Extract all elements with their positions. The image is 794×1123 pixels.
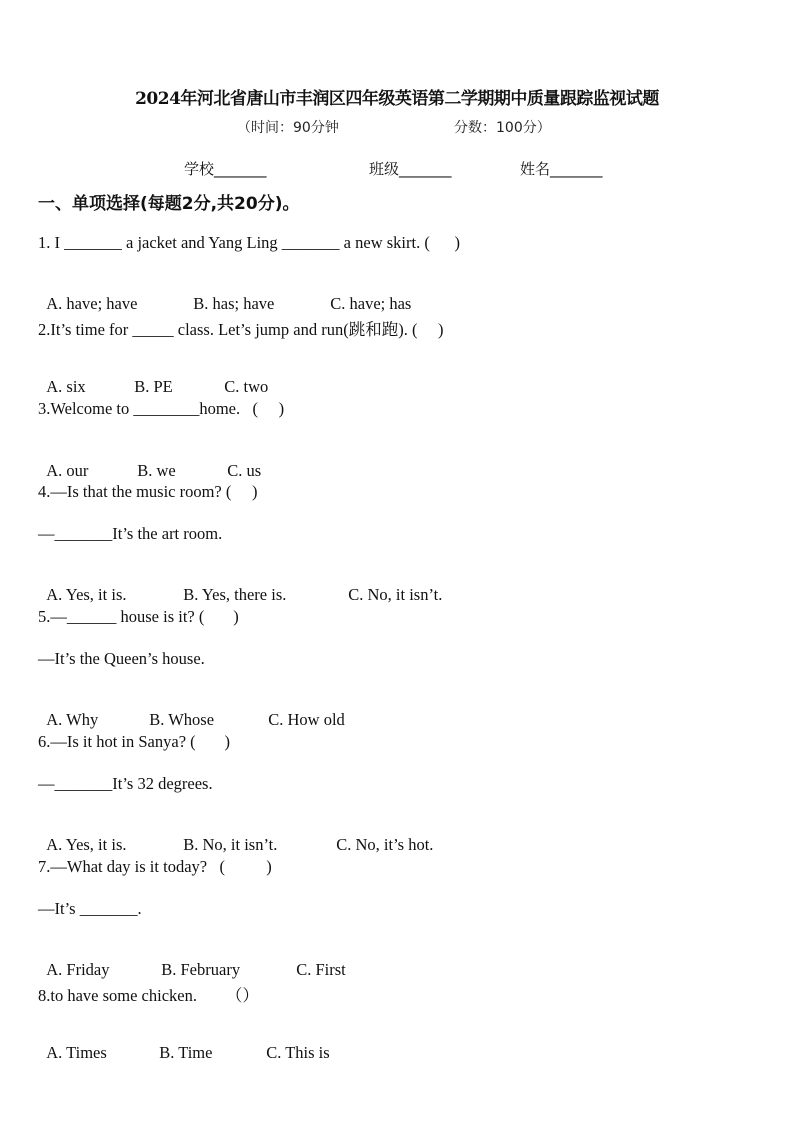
question-stem: 1. I _______ a jacket and Yang Ling _______ a new skirt. ( ) [38, 233, 461, 252]
question-options [38, 815, 433, 855]
option-c: C. us [227, 461, 262, 480]
question-stem: 2.It’s time for _____ class. Let’s jump and run(跳和跑). ( ) [38, 320, 444, 339]
question-options [38, 1023, 330, 1063]
option-b: B. has; have [193, 294, 275, 313]
option-b: B. Yes, there is. [183, 585, 287, 604]
question-options [38, 565, 442, 605]
question-options [38, 357, 268, 397]
option-c: C. No, it’s hot. [336, 835, 434, 854]
option-c: C. How old [268, 710, 345, 729]
question-stem: 5.—______ house is it? ( ) [38, 607, 239, 626]
option-a: A. Friday [46, 960, 110, 979]
question-options [38, 690, 345, 730]
option-a: A. have; have [46, 294, 138, 313]
question-stem: 6.—Is it hot in Sanya? ( ) [38, 732, 231, 751]
option-a: A. six [46, 377, 86, 396]
exam-meta [237, 117, 551, 137]
option-c: C. have; has [330, 294, 412, 313]
option-c: C. two [224, 377, 269, 396]
option-c: C. No, it isn’t. [348, 585, 443, 604]
option-b: B. Whose [149, 710, 215, 729]
option-c: C. This is [266, 1043, 330, 1062]
question-options [38, 940, 346, 980]
page-title: 2024年河北省唐山市丰润区四年级英语第二学期期中质量跟踪监视试题 [135, 89, 659, 109]
question-reply: —It’s the Queen’s house. [38, 649, 205, 668]
question-options [38, 274, 411, 314]
question-stem: 3.Welcome to ________home. ( ) [38, 399, 285, 418]
exam-score: 分数：100分） [454, 120, 551, 136]
option-b: B. No, it isn’t. [183, 835, 278, 854]
question-reply: —_______It’s the art room. [38, 524, 223, 543]
exam-time: （时间：90分钟 [237, 120, 339, 136]
option-a: A. our [46, 461, 89, 480]
section-heading: 一、单项选择(每题2分,共20分)。 [38, 194, 300, 214]
question-options [38, 441, 261, 481]
question-reply: —_______It’s 32 degrees. [38, 774, 213, 793]
option-b: B. Time [159, 1043, 213, 1062]
school-field: 学校_______ [184, 160, 267, 178]
question-stem: 4.—Is that the music room? ( ) [38, 482, 258, 501]
option-a: A. Why [46, 710, 99, 729]
option-b: B. February [161, 960, 241, 979]
option-a: A. Times [46, 1043, 107, 1062]
name-field: 姓名_______ [520, 160, 603, 178]
question-stem: 8.to have some chicken. （） [38, 986, 259, 1005]
option-b: B. we [137, 461, 176, 480]
question-stem: 7.—What day is it today? ( ) [38, 857, 272, 876]
question-reply: —It’s _______. [38, 899, 142, 918]
option-b: B. PE [134, 377, 173, 396]
option-a: A. Yes, it is. [46, 585, 127, 604]
option-c: C. First [296, 960, 346, 979]
class-field: 班级_______ [369, 160, 452, 178]
option-a: A. Yes, it is. [46, 835, 127, 854]
